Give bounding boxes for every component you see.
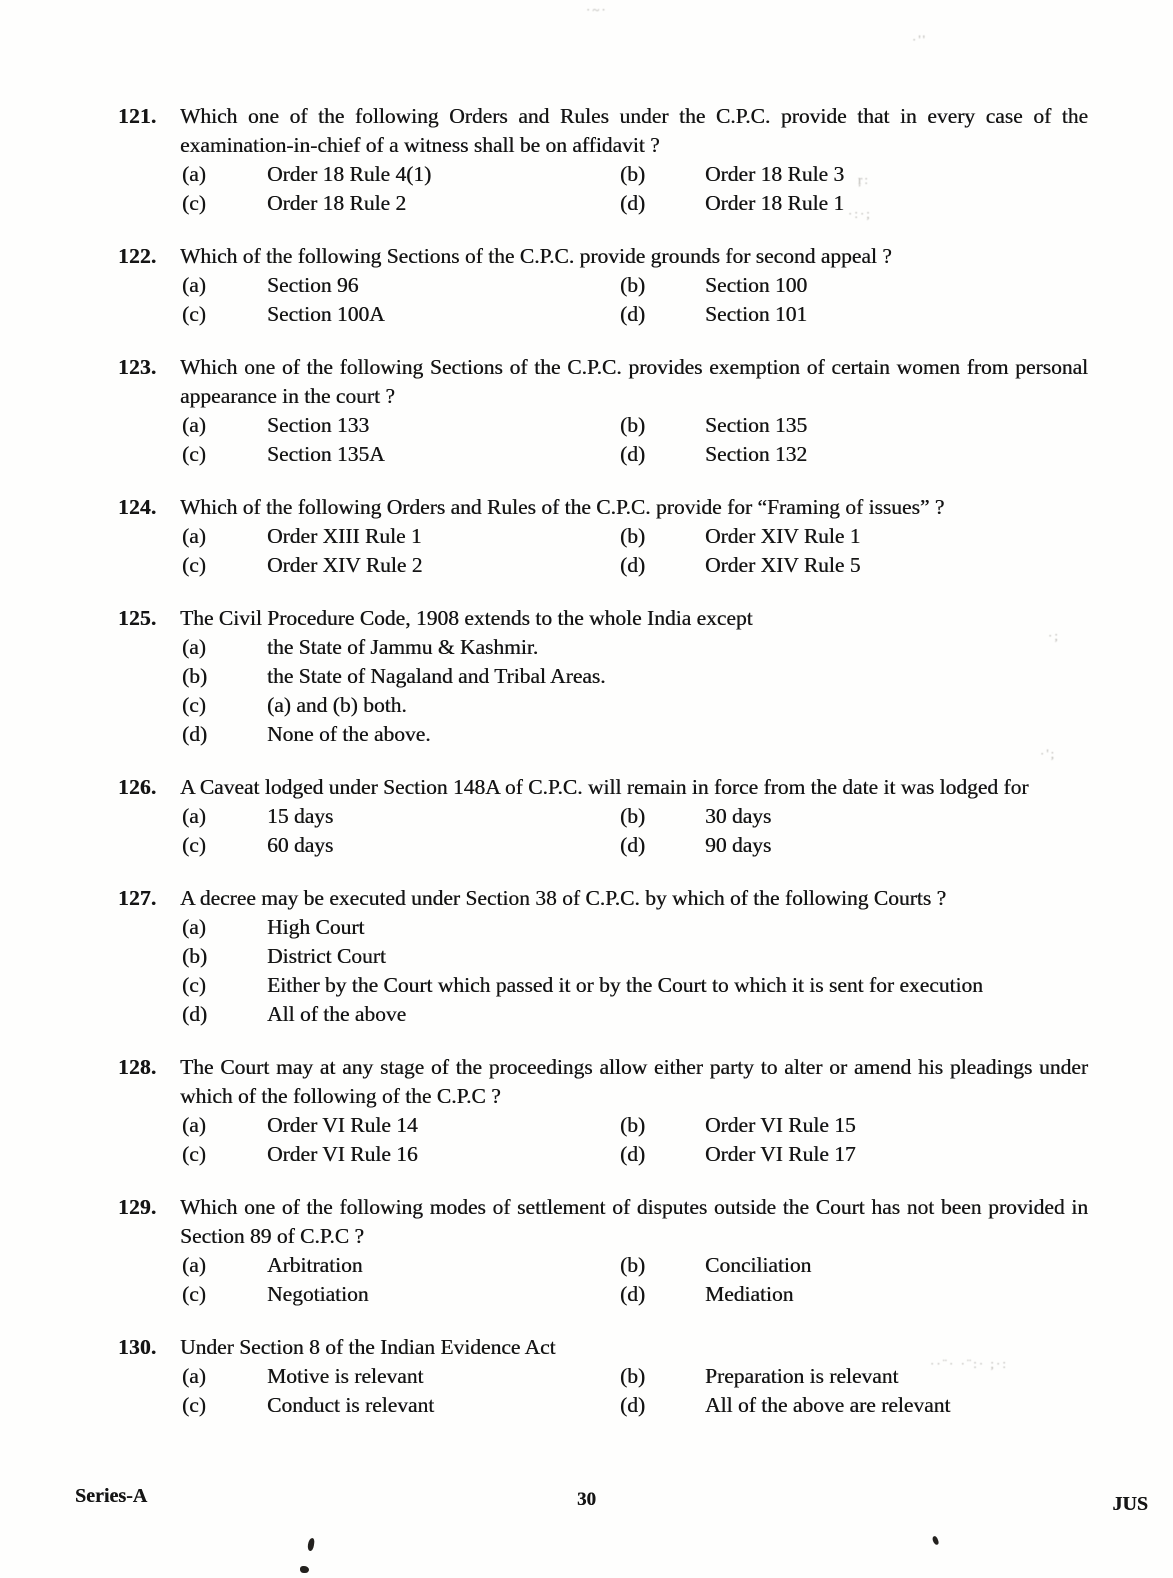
question-number: 124. [118,495,157,519]
option-label: (c) [182,191,206,215]
option-b [620,271,1088,300]
question-126 [118,773,1088,860]
options-list [180,411,1088,469]
page-number: 30 [577,1489,596,1510]
option-c [182,831,620,860]
option-a [182,271,620,300]
option-label: (a) [182,635,206,659]
option-text: Conciliation [705,1253,812,1277]
option-text: Order XIV Rule 2 [267,553,423,577]
question-124 [118,493,1088,580]
question-number: 121. [118,104,157,128]
option-b [182,942,1088,971]
option-b [620,1251,1088,1280]
scan-artifact [300,1566,309,1573]
option-c [182,1391,620,1420]
option-d [620,189,1088,218]
option-d [182,1000,1088,1029]
options-list [180,522,1088,580]
option-text: 60 days [267,833,334,857]
question-number: 130. [118,1335,157,1359]
option-d [620,1280,1088,1309]
scan-artifact: ·:·; [848,206,872,221]
option-label: (a) [182,413,206,437]
options-list [180,1251,1088,1309]
option-b [620,522,1088,551]
option-label: (d) [620,833,646,857]
question-number: 123. [118,355,157,379]
option-b [620,160,1088,189]
question-text: A Caveat lodged under Section 148A of C.P.C. will remain in force from the date it was lodged for [180,775,1029,799]
option-label: (a) [182,1253,206,1277]
option-text: the State of Nagaland and Tribal Areas. [267,664,606,688]
option-text: Arbitration [267,1253,363,1277]
question-text: Which one of the following Sections of the C.P.C. provides exemption of certain women from personal appearance in the court ? [180,355,1088,408]
option-text: Conduct is relevant [267,1393,435,1417]
option-label: (b) [620,162,646,186]
scan-artifact: ·'; [1040,746,1057,761]
question-number: 126. [118,775,157,799]
option-label: (b) [620,1364,646,1388]
option-text: Order VI Rule 16 [267,1142,418,1166]
question-127 [118,884,1088,1029]
option-text: Section 133 [267,413,370,437]
option-text: Preparation is relevant [705,1364,899,1388]
option-b [182,662,1088,691]
option-text: Order XIV Rule 1 [705,524,861,548]
option-label: (c) [182,1142,206,1166]
scan-artifact [307,1538,315,1552]
option-c [182,971,1088,1000]
scan-artifact: ··¨· ·¨:· ;·: [930,1356,1008,1371]
option-label: (d) [620,302,646,326]
option-text: 30 days [705,804,772,828]
option-a [182,160,620,189]
option-label: (b) [620,273,646,297]
question-number: 125. [118,606,157,630]
option-label: (b) [182,664,208,688]
option-a [182,1362,620,1391]
option-text: Section 135 [705,413,808,437]
option-label: (d) [182,722,208,746]
option-label: (a) [182,273,206,297]
option-text: 90 days [705,833,772,857]
option-a [182,633,1088,662]
option-d [620,1140,1088,1169]
option-a [182,802,620,831]
option-label: (b) [620,413,646,437]
options-list [180,1362,1088,1420]
option-text: Section 100 [705,273,808,297]
option-a [182,522,620,551]
question-text: A decree may be executed under Section 38 of C.P.C. by which of the following Courts ? [180,886,947,910]
option-text: Order VI Rule 14 [267,1113,418,1137]
option-label: (a) [182,804,206,828]
options-list [180,271,1088,329]
option-b [620,411,1088,440]
option-label: (c) [182,553,206,577]
option-text: the State of Jammu & Kashmir. [267,635,539,659]
question-text: The Court may at any stage of the proceedings allow either party to alter or amend his pleadings under which of the following of the C.P.C ? [180,1055,1088,1108]
question-number: 129. [118,1195,157,1219]
options-list [180,802,1088,860]
option-a [182,1251,620,1280]
question-number: 127. [118,886,157,910]
option-d [620,440,1088,469]
option-d [620,300,1088,329]
option-a [182,411,620,440]
question-text: Under Section 8 of the Indian Evidence Act [180,1335,556,1359]
option-label: (a) [182,524,206,548]
option-label: (a) [182,162,206,186]
option-text: Order 18 Rule 1 [705,191,845,215]
option-text: Section 100A [267,302,385,326]
option-a [182,1111,620,1140]
option-text: Section 135A [267,442,385,466]
option-label: (d) [620,1282,646,1306]
options-list [180,1111,1088,1169]
option-d [620,551,1088,580]
option-c [182,1280,620,1309]
option-c [182,551,620,580]
question-122 [118,242,1088,329]
option-a [182,913,1088,942]
options-list [180,160,1088,218]
question-text: Which of the following Orders and Rules of the C.P.C. provide for “Framing of issues” ? [180,495,945,519]
question-number: 128. [118,1055,157,1079]
scan-artifact: ŗ: [858,172,870,187]
scan-artifact: ·; [1048,628,1060,643]
option-text: Either by the Court which passed it or by the Court to which it is sent for execution [267,973,983,997]
option-text: Negotiation [267,1282,369,1306]
option-label: (d) [620,442,646,466]
question-123 [118,353,1088,469]
option-label: (b) [620,1253,646,1277]
option-label: (c) [182,693,206,717]
option-text: Order 18 Rule 2 [267,191,407,215]
option-text: Order XIII Rule 1 [267,524,422,548]
question-number: 122. [118,244,157,268]
option-label: (d) [620,553,646,577]
option-label: (d) [620,191,646,215]
option-text: Mediation [705,1282,794,1306]
option-text: High Court [267,915,365,939]
option-c [182,440,620,469]
option-label: (a) [182,1364,206,1388]
option-label: (d) [620,1142,646,1166]
option-text: Section 101 [705,302,808,326]
option-text: Section 132 [705,442,808,466]
question-121 [118,102,1088,218]
option-label: (c) [182,302,206,326]
option-text: District Court [267,944,386,968]
options-list [180,913,1088,1029]
question-text: The Civil Procedure Code, 1908 extends to the whole India except [180,606,753,630]
option-c [182,189,620,218]
option-label: (d) [182,1002,208,1026]
option-text: Section 96 [267,273,359,297]
option-text: Order XIV Rule 5 [705,553,861,577]
question-text: Which one of the following modes of settlement of disputes outside the Court has not been provided in Section 89 of C.P.C ? [180,1195,1088,1248]
series-label: Series-A [75,1485,148,1507]
option-label: (c) [182,442,206,466]
option-d [182,720,1088,749]
option-label: (c) [182,1282,206,1306]
option-text: Order VI Rule 17 [705,1142,856,1166]
option-text: Motive is relevant [267,1364,424,1388]
option-c [182,691,1088,720]
option-text: Order VI Rule 15 [705,1113,856,1137]
option-text: None of the above. [267,722,431,746]
question-text: Which one of the following Orders and Rules under the C.P.C. provide that in every case of the examination-in-chief of a witness shall be on affidavit ? [180,104,1088,157]
option-text: All of the above are relevant [705,1393,951,1417]
option-label: (d) [620,1393,646,1417]
scan-artifact: ·'' [912,32,928,47]
option-label: (c) [182,1393,206,1417]
option-label: (b) [620,524,646,548]
option-text: Order 18 Rule 3 [705,162,845,186]
option-label: (b) [182,944,208,968]
option-label: (b) [620,1113,646,1137]
option-d [620,831,1088,860]
option-label: (a) [182,915,206,939]
option-text: (a) and (b) both. [267,693,407,717]
option-c [182,300,620,329]
option-text: All of the above [267,1002,407,1026]
question-125 [118,604,1088,749]
option-label: (b) [620,804,646,828]
scan-artifact [932,1535,940,1545]
option-c [182,1140,620,1169]
option-text: 15 days [267,804,334,828]
option-b [620,1111,1088,1140]
question-text: Which of the following Sections of the C.P.C. provide grounds for second appeal ? [180,244,892,268]
question-128 [118,1053,1088,1169]
option-text: Order 18 Rule 4(1) [267,162,432,186]
question-129 [118,1193,1088,1309]
paper-code: JUS [1112,1493,1148,1515]
option-label: (a) [182,1113,206,1137]
option-d [620,1391,1088,1420]
option-b [620,1362,1088,1391]
options-list [180,633,1088,749]
option-label: (c) [182,973,206,997]
option-label: (c) [182,833,206,857]
scan-artifact: ·~· [586,2,608,17]
option-b [620,802,1088,831]
question-130 [118,1333,1088,1420]
